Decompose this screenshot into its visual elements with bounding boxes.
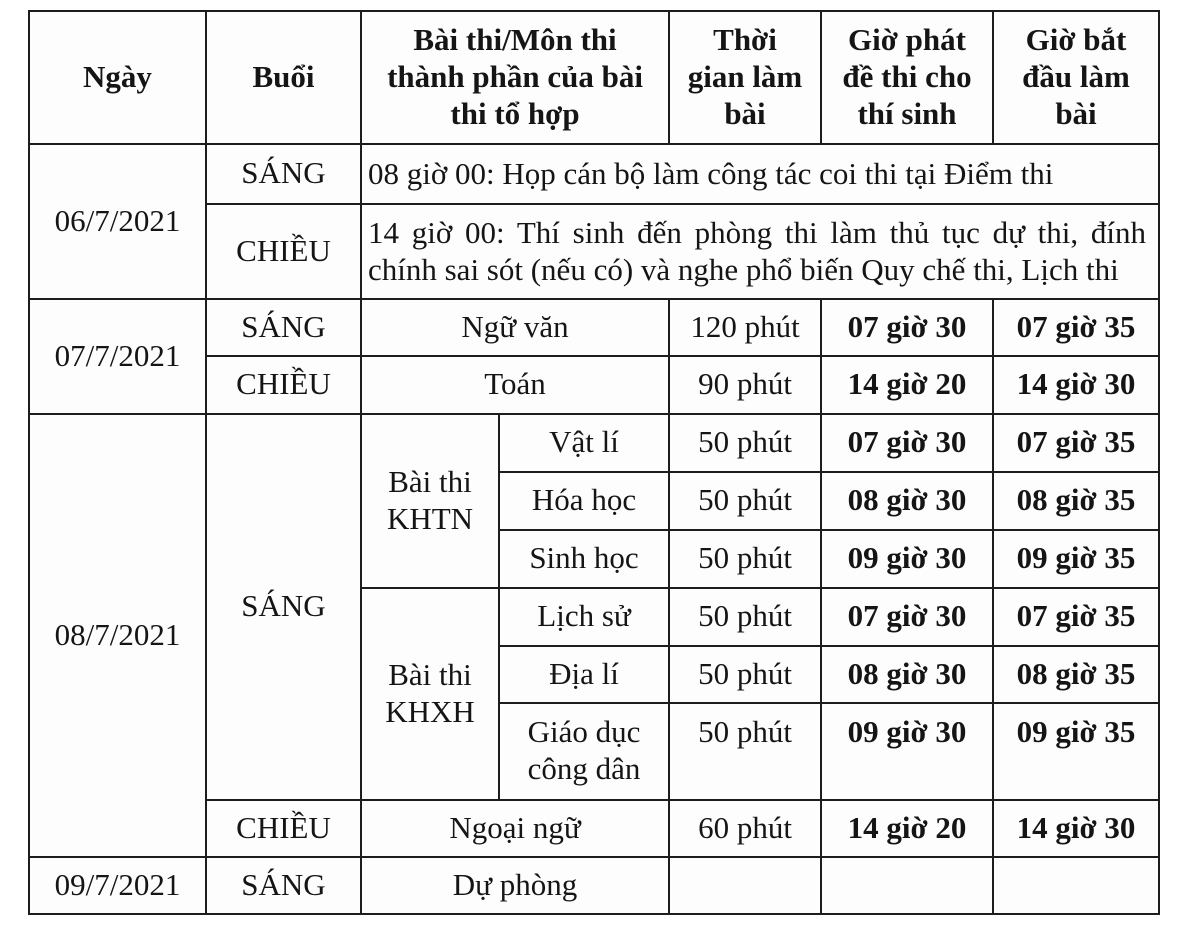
duration-cell: 90 phút (670, 357, 820, 413)
session-cell: CHIỀU (207, 801, 360, 856)
duration-cell: 50 phút (670, 473, 820, 529)
start-time-cell: 08 giờ 35 (994, 647, 1158, 702)
header-subject-label: Bài thi/Môn thi thành phần của bài thi tổ hợp (387, 21, 643, 131)
start-time-cell: 07 giờ 35 (994, 415, 1158, 471)
start-time-cell: 14 giờ 30 (994, 801, 1158, 856)
subject-cell: Giáo dục công dân (500, 704, 668, 799)
distribution-time-cell: 07 giờ 30 (822, 300, 992, 355)
session-cell: CHIỀU (207, 357, 360, 413)
subject-cell: Toán (362, 357, 668, 413)
empty-cell (822, 858, 992, 913)
duration-cell: 50 phút (670, 589, 820, 645)
subject-cell: Địa lí (500, 647, 668, 702)
subject-cell: Vật lí (500, 415, 668, 471)
subject-cell: Sinh học (500, 531, 668, 587)
distribution-time-cell: 07 giờ 30 (822, 589, 992, 645)
date-cell: 09/7/2021 (30, 858, 205, 913)
distribution-time-cell: 08 giờ 30 (822, 647, 992, 702)
start-time-cell: 09 giờ 35 (994, 531, 1158, 587)
subject-cell: Hóa học (500, 473, 668, 529)
session-cell: CHIỀU (207, 205, 360, 298)
subject-cell: Ngữ văn (362, 300, 668, 355)
distribution-time-cell: 14 giờ 20 (822, 801, 992, 856)
duration-cell: 50 phút (670, 647, 820, 702)
distribution-time-cell: 09 giờ 30 (822, 704, 992, 799)
header-subject-cell (362, 12, 668, 143)
distribution-time-cell: 09 giờ 30 (822, 531, 992, 587)
start-time-cell: 14 giờ 30 (994, 357, 1158, 413)
header-date-label: Ngày (83, 58, 152, 94)
duration-cell: 50 phút (670, 704, 820, 799)
empty-cell (994, 858, 1158, 913)
note-cell (362, 205, 1158, 298)
date-cell: 07/7/2021 (30, 300, 205, 413)
note-cell (362, 145, 1158, 203)
header-duration-label: Thời gian làm bài (687, 21, 803, 131)
distribution-time-cell: 14 giờ 20 (822, 357, 992, 413)
header-session-label: Buổi (252, 58, 315, 94)
start-time-cell: 09 giờ 35 (994, 704, 1158, 799)
distribution-time-cell: 08 giờ 30 (822, 473, 992, 529)
header-session-cell (207, 12, 360, 143)
duration-cell: 120 phút (670, 300, 820, 355)
duration-cell: 50 phút (670, 415, 820, 471)
group-cell: Bài thi KHTN (362, 415, 498, 587)
subject-cell: Dự phòng (362, 858, 668, 913)
date-cell: 06/7/2021 (30, 145, 205, 298)
header-distribution-time-label: Giờ phát đề thi cho thí sinh (842, 21, 972, 131)
start-time-cell: 07 giờ 35 (994, 300, 1158, 355)
distribution-time-cell: 07 giờ 30 (822, 415, 992, 471)
duration-cell: 60 phút (670, 801, 820, 856)
header-date-cell (30, 12, 205, 143)
start-time-cell: 08 giờ 35 (994, 473, 1158, 529)
header-duration-cell (670, 12, 820, 143)
empty-cell (670, 858, 820, 913)
date-cell: 08/7/2021 (30, 415, 205, 856)
session-cell: SÁNG (207, 858, 360, 913)
session-cell: SÁNG (207, 415, 360, 799)
subject-cell: Ngoại ngữ (362, 801, 668, 856)
header-start-time-label: Giờ bắt đầu làm bài (1022, 21, 1130, 131)
session-cell: SÁNG (207, 300, 360, 355)
header-start-time-cell (994, 12, 1158, 143)
note-text: 14 giờ 00: Thí sinh đến phòng thi làm thủ tục dự thi, đính chính sai sót (nếu có) và nghe phổ biến Quy chế thi, Lịch thi (368, 214, 1146, 287)
duration-cell: 50 phút (670, 531, 820, 587)
header-distribution-time-cell (822, 12, 992, 143)
subject-cell: Lịch sử (500, 589, 668, 645)
session-cell: SÁNG (207, 145, 360, 203)
note-text: 08 giờ 00: Họp cán bộ làm công tác coi thi tại Điểm thi (368, 155, 1054, 191)
exam-schedule-table (28, 10, 1160, 915)
start-time-cell: 07 giờ 35 (994, 589, 1158, 645)
group-cell: Bài thi KHXH (362, 589, 498, 799)
